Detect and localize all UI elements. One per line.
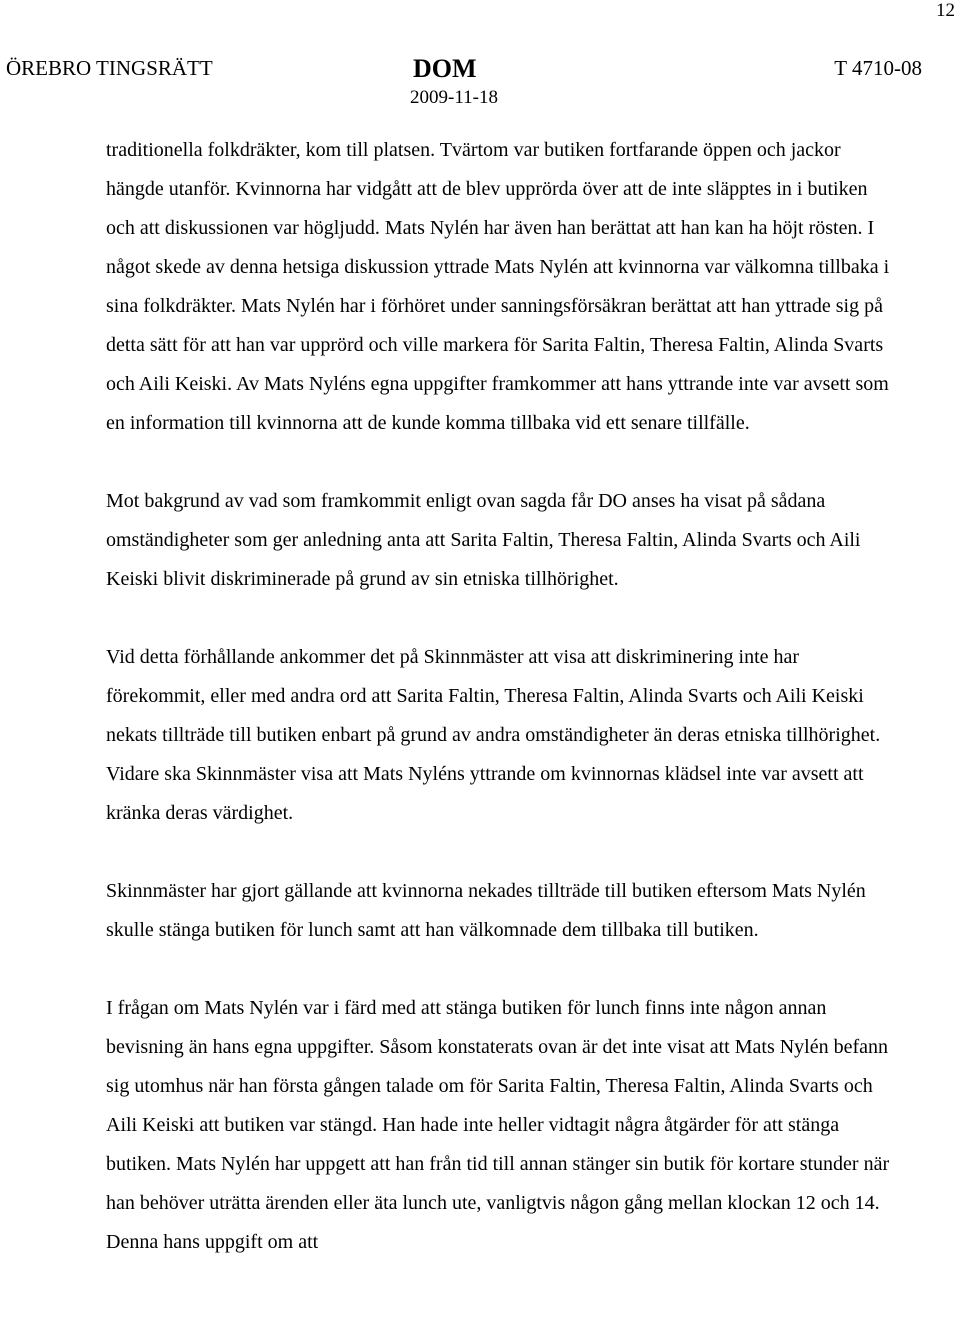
document-date: 2009-11-18 [410,87,498,108]
court-name: ÖREBRO TINGSRÄTT [6,56,213,80]
page-number: 12 [936,0,955,21]
paragraph: traditionella folkdräkter, kom till platsen. Tvärtom var butiken fortfarande öppen och jackor hängde utanför. Kvinnorna har vidgått att de blev upprörda över att de inte släpptes in i butiken och att diskussionen var högljudd. Mats Nylén har även han berättat att han kan ha höjt rösten. I något skede av denna hetsiga diskussion yttrade Mats Nylén att kvinnorna var välkomna tillbaka i sina folkdräkter. Mats Nylén har i förhöret under sanningsförsäkran berättat att han yttrade sig på detta sätt för att han var upprörd och ville markera för Sarita Faltin, Theresa Faltin, Alinda Svarts och Aili Keiski. Av Mats Nyléns egna uppgifter framkommer att hans yttrande inte var avsett som en information till kvinnorna att de kunde komma tillbaka vid ett senare tillfälle. [106,139,890,434]
case-number: T 4710-08 [834,56,922,80]
paragraph: Vid detta förhållande ankommer det på Skinnmäster att visa att diskriminering inte har förekommit, eller med andra ord att Sarita Faltin, Theresa Faltin, Alinda Svarts och Aili Keiski nekats tillträde till butiken enbart på grund av andra omständigheter än deras etniska tillhörighet. Vidare ska Skinnmäster visa att Mats Nyléns yttrande om kvinnornas klädsel inte var avsett att kränka deras värdighet. [106,646,881,824]
document-header [0,55,960,115]
paragraph: Mot bakgrund av vad som framkommit enligt ovan sagda får DO anses ha visat på sådana omständigheter som ger anledning anta att Sarita Faltin, Theresa Faltin, Alinda Svarts och Aili Keiski blivit diskriminerade på grund av sin etniska tillhörighet. [106,490,861,590]
paragraph: I frågan om Mats Nylén var i färd med att stänga butiken för lunch finns inte någon annan bevisning än hans egna uppgifter. Såsom konstaterats ovan är det inte visat att Mats Nylén befann sig utomhus när han första gången talade om för Sarita Faltin, Theresa Faltin, Alinda Svarts och Aili Keiski att butiken var stängd. Han hade inte heller vidtagit några åtgärder för att stänga butiken. Mats Nylén har uppgett att han från tid till annan stänger sin butik för kortare stunder när han behöver uträtta ärenden eller äta lunch ute, vanligtvis någon gång mellan klockan 12 och 14. Denna hans uppgift om att [106,997,890,1253]
document-body [106,131,901,1262]
document-type: DOM [413,54,477,83]
paragraph: Skinnmäster har gjort gällande att kvinnorna nekades tillträde till butiken eftersom Mats Nylén skulle stänga butiken för lunch samt att han välkomnade dem tillbaka till butiken. [106,880,866,941]
